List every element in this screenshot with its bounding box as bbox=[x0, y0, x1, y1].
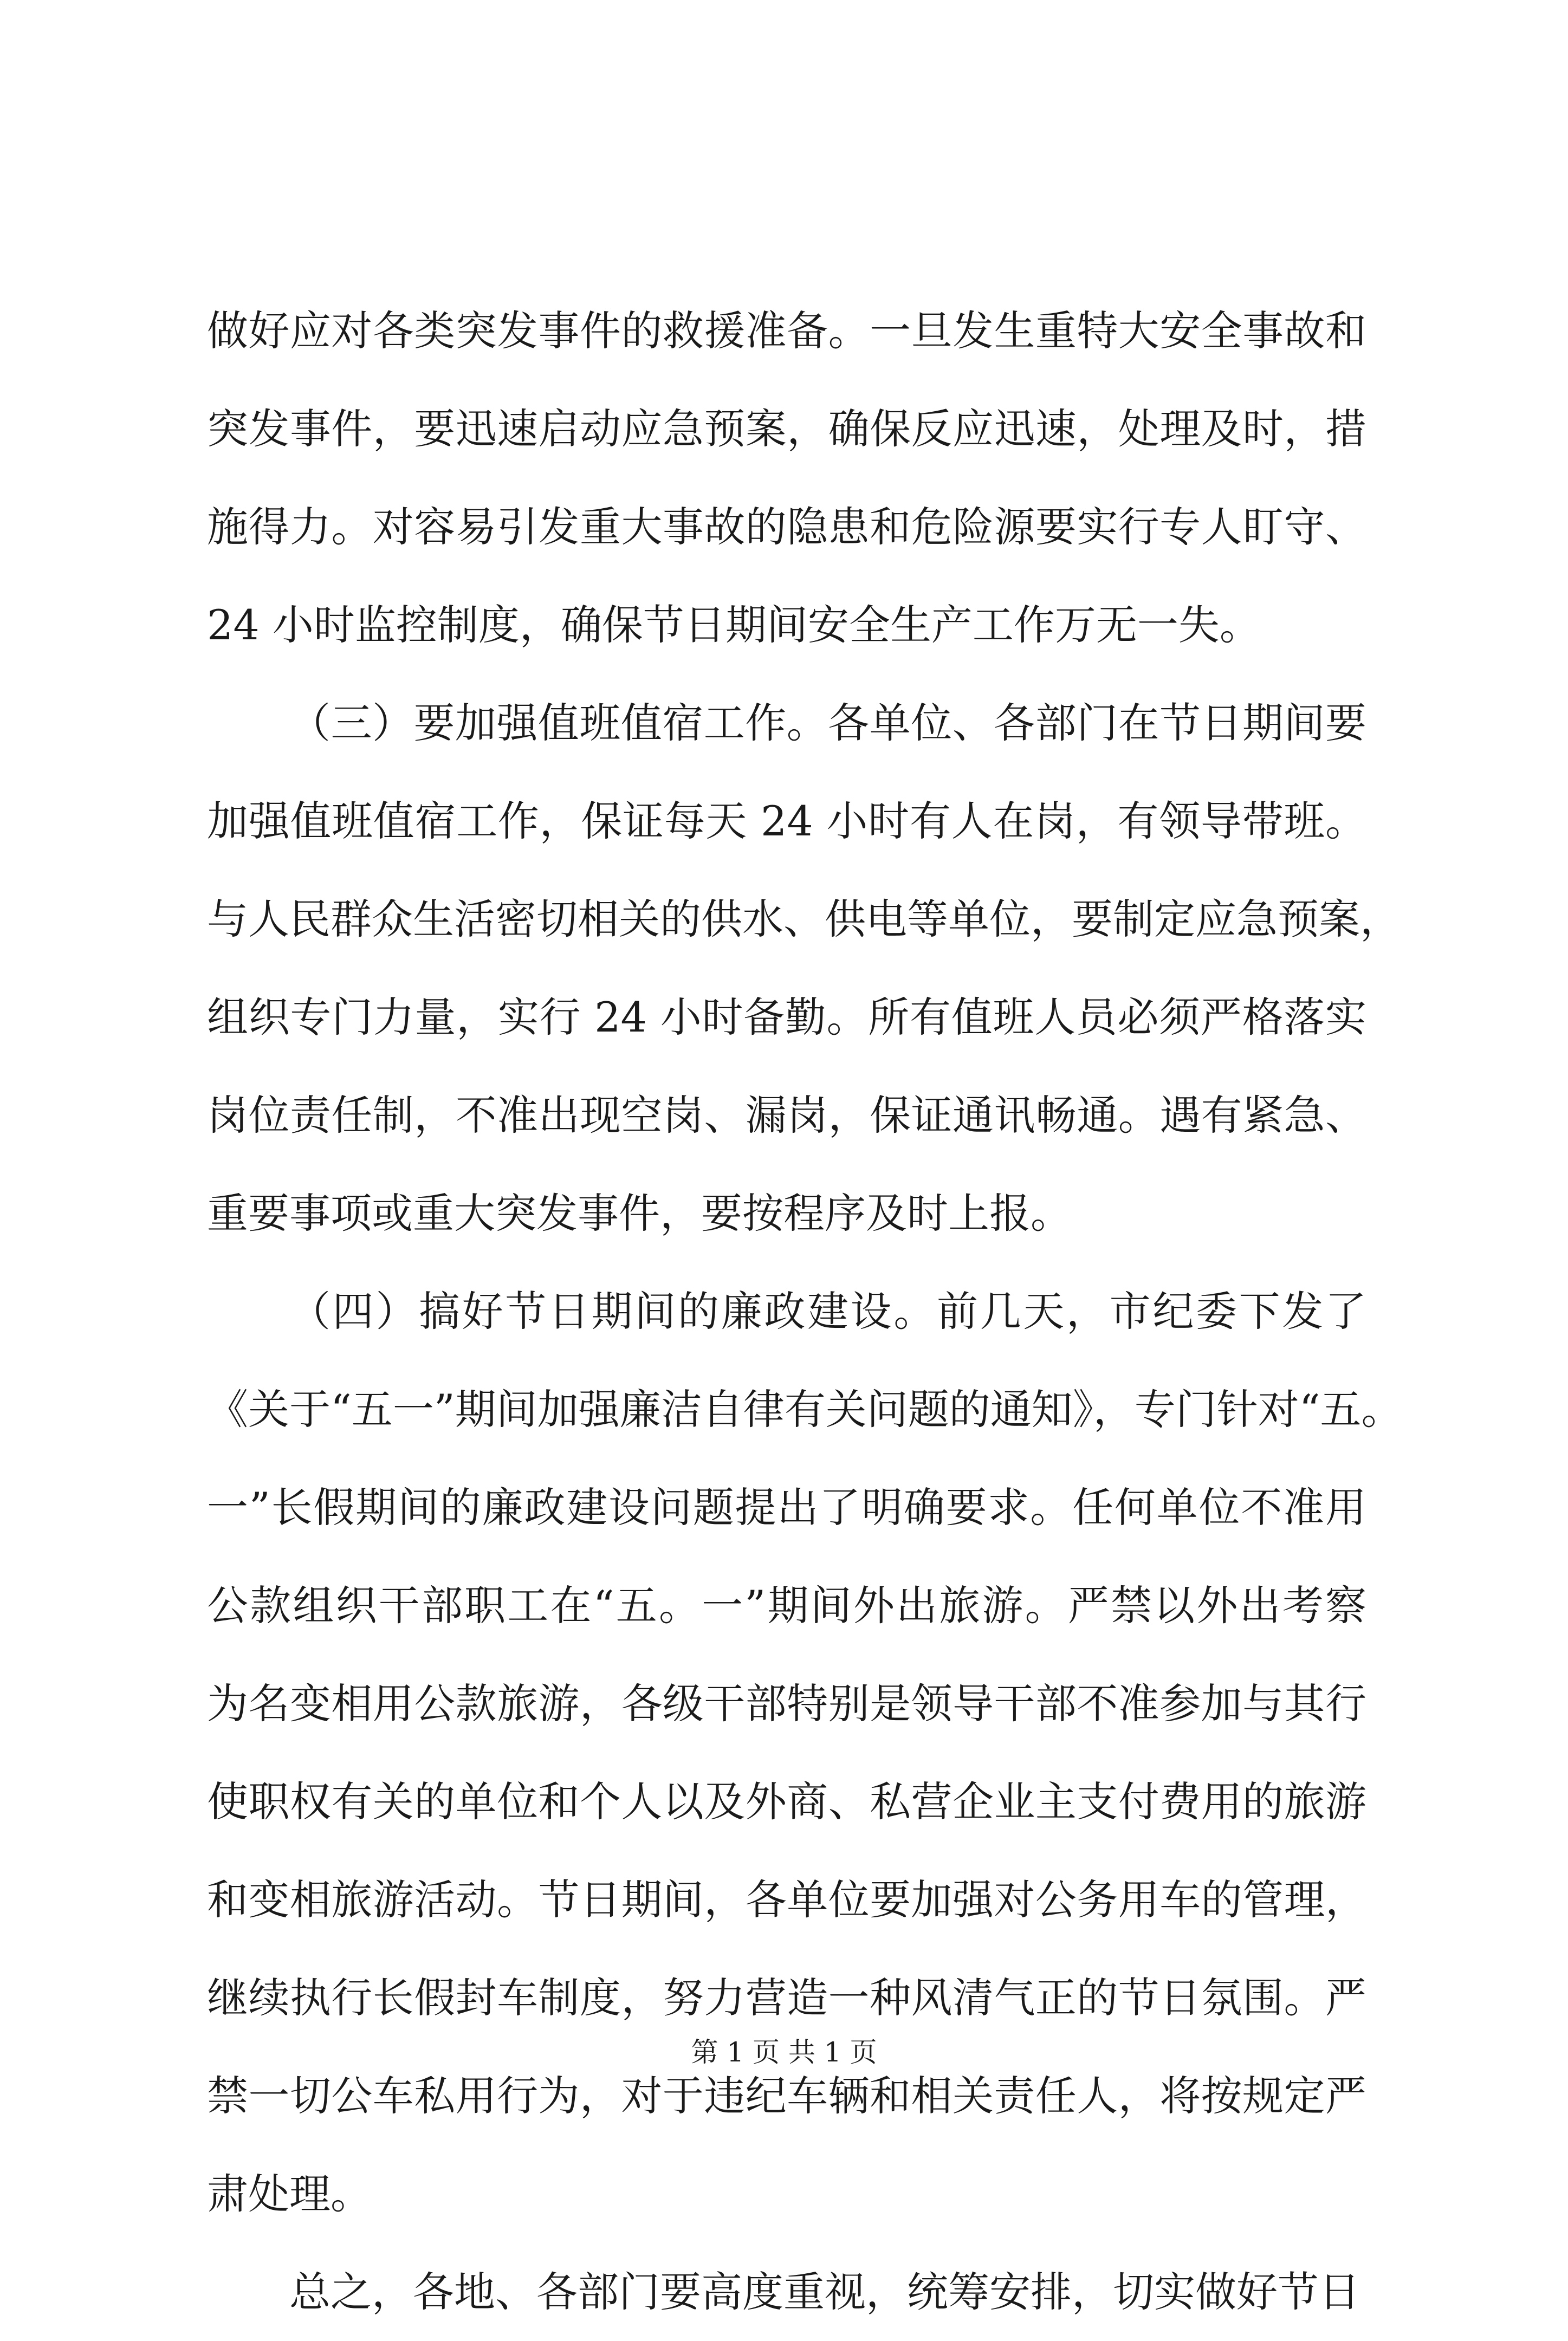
text-line: 一”长假期间的廉政建设问题提出了明确要求。任何单位不准用 bbox=[207, 1483, 1366, 1532]
text-line: （三）要加强值班值宿工作。各单位、各部门在节日期间要 bbox=[289, 699, 1366, 747]
text-line: 总之，各地、各部门要高度重视，统筹安排，切实做好节日 bbox=[289, 2268, 1360, 2316]
text-line: 重要事项或重大突发事件，要按程序及时上报。 bbox=[207, 1189, 1072, 1237]
text-line: 岗位责任制，不准出现空岗、漏岗，保证通讯畅通。遇有紧急、 bbox=[207, 1091, 1366, 1139]
text-line: 加强值班值宿工作，保证每天 24 小时有人在岗，有领导带班。 bbox=[207, 797, 1366, 845]
text-line: 与人民群众生活密切相关的供水、供电等单位，要制定应急预案， bbox=[207, 895, 1401, 943]
text-line: 肃处理。 bbox=[207, 2170, 372, 2218]
text-line: 和变相旅游活动。节日期间，各单位要加强对公务用车的管理， bbox=[207, 1876, 1366, 1924]
page-footer: 第 1 页 共 1 页 bbox=[691, 2037, 877, 2068]
text-line: 禁一切公车私用行为，对于违纪车辆和相关责任人，将按规定严 bbox=[207, 2072, 1366, 2120]
text-line: 组织专门力量，实行 24 小时备勤。所有值班人员必须严格落实 bbox=[207, 993, 1366, 1041]
text-line: 24 小时监控制度，确保节日期间安全生产工作万无一失。 bbox=[207, 601, 1261, 649]
text-line: 《关于“五一”期间加强廉洁自律有关问题的通知》，专门针对“五。 bbox=[207, 1385, 1403, 1434]
text-line: 公款组织干部职工在“五。一”期间外出旅游。严禁以外出考察 bbox=[207, 1581, 1366, 1630]
text-line: 做好应对各类突发事件的救援准备。一旦发生重特大安全事故和 bbox=[207, 307, 1366, 355]
text-line: 突发事件，要迅速启动应急预案，确保反应迅速，处理及时，措 bbox=[207, 405, 1366, 453]
text-line: 为名变相用公款旅游，各级干部特别是领导干部不准参加与其行 bbox=[207, 1679, 1366, 1728]
text-line: 使职权有关的单位和个人以及外商、私营企业主支付费用的旅游 bbox=[207, 1778, 1366, 1826]
text-line: 继续执行长假封车制度，努力营造一种风清气正的节日氛围。严 bbox=[207, 1974, 1366, 2022]
text-line: 施得力。对容易引发重大事故的隐患和危险源要实行专人盯守、 bbox=[207, 503, 1366, 551]
text-line: （四）搞好节日期间的廉政建设。前几天，市纪委下发了 bbox=[289, 1287, 1366, 1335]
